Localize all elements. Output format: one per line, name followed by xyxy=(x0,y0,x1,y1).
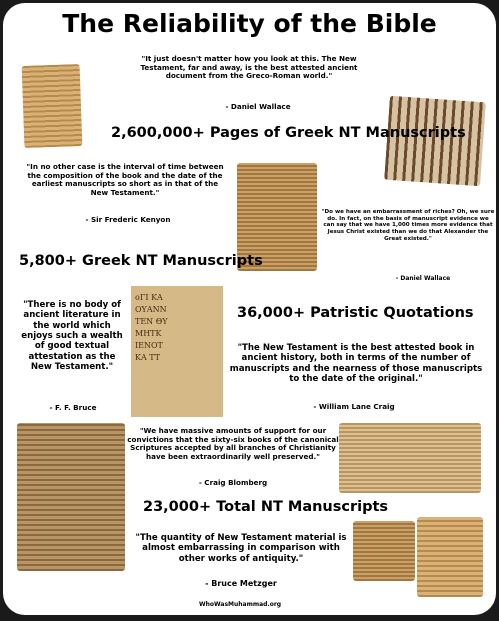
quote-craig: "The New Testament is the best attested book in ancient history, both in terms of the number of manuscripts and the nearness of those manuscripts to the date of the original." xyxy=(229,343,483,384)
stat-pages-greek-nt: 2,600,000+ Pages of Greek NT Manuscripts xyxy=(111,125,466,141)
manuscript-image-fragment-top-left xyxy=(22,64,83,148)
manuscript-image-fragment-bottom-right xyxy=(353,521,415,581)
manuscript-image-strips-left xyxy=(17,423,125,571)
attribution-metzger: - Bruce Metzger xyxy=(205,579,277,588)
quote-metzger: "The quantity of New Testament material is almost embarrassing in comparison with other works of antiquity." xyxy=(135,533,347,564)
manuscript-image-codex-top-right xyxy=(384,96,486,186)
manuscript-image-page-bottom-right xyxy=(417,517,483,597)
attribution-bruce: - F. F. Bruce xyxy=(49,403,97,412)
quote-kenyon: "In no other case is the interval of time between the composition of the book and the date of the earliest manuscripts so short as in that of the New Testament." xyxy=(26,162,224,197)
stat-greek-nt-manuscripts: 5,800+ Greek NT Manuscripts xyxy=(19,253,263,269)
manuscript-image-greek-fragment: οΓΙ ΚΑ ΟΥΑΝΝ ΤΕΝ ΘΥ ΜΗΤΚ ΙΕΝΟΤ ΚΑ ΤΤ xyxy=(131,286,223,417)
quote-wallace-2: "Do we have an embarrassment of riches? Oh, we sure do. In fact, on the basis of manuscript evidence we can say that we have 1,000 times more evidence that Jesus Christ existed than we do that Alexander the Great existed." xyxy=(321,209,495,242)
stat-total-nt-manuscripts: 23,000+ Total NT Manuscripts xyxy=(143,499,389,515)
poster xyxy=(3,3,496,615)
quote-bruce: "There is no body of ancient literature in the world which enjoys such a wealth of good textual attestation as the New Testament." xyxy=(21,300,123,372)
quote-blomberg: "We have massive amounts of support for our convictions that the sixty-six books of the canonical Scriptures accepted by all branches of Christianity have been extraordinarily well preserved." xyxy=(127,426,339,461)
page-title: The Reliability of the Bible xyxy=(62,9,437,38)
stat-patristic-quotations: 36,000+ Patristic Quotations xyxy=(237,305,474,321)
attribution-craig: - William Lane Craig xyxy=(313,402,395,411)
manuscript-image-scrolls-right xyxy=(339,423,481,493)
attribution-blomberg: - Craig Blomberg xyxy=(198,478,268,487)
footer-source: WhoWasMuhammad.org xyxy=(199,601,282,608)
attribution-kenyon: - Sir Frederic Kenyon xyxy=(85,215,171,224)
attribution-wallace-2: - Daniel Wallace xyxy=(395,275,451,282)
attribution-wallace-1: - Daniel Wallace xyxy=(225,102,291,111)
quote-wallace-1: "It just doesn't matter how you look at this. The New Testament, far and away, is the best attested ancient document from the Greco-Roman world." xyxy=(140,54,358,81)
